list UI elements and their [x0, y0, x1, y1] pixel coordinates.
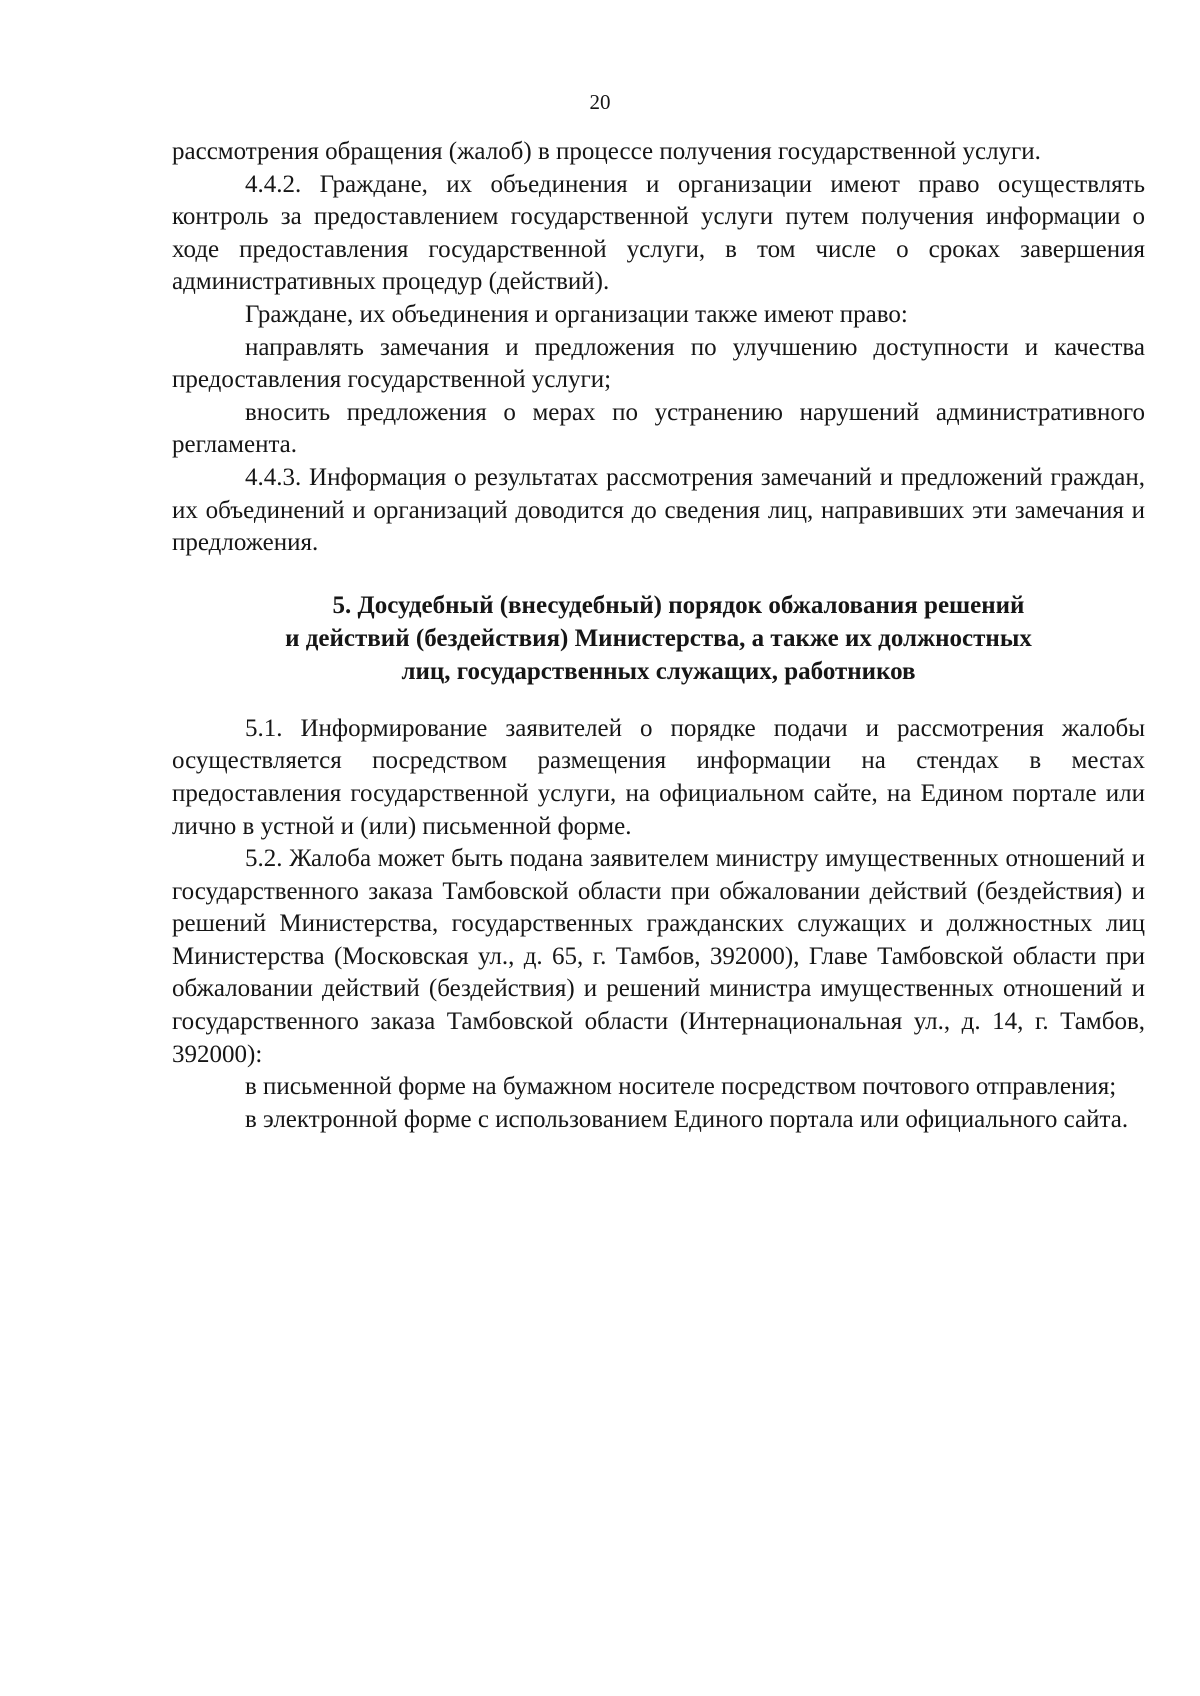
paragraph-rights-item-2: вносить предложения о мерах по устранению нарушений административного регламента.: [172, 398, 1145, 459]
page-number: 20: [589, 90, 611, 114]
paragraph-rights-intro: Граждане, их объединения и организации также имеют право:: [245, 300, 908, 328]
paragraph-5-1: 5.1. Информирование заявителей о порядке подачи и рассмотрения жалобы осуществляется посредством размещения информации на стендах в местах предоставления государственной услуги, на официальном сайте, на Едином портале или лично в устной и (или) письменной форме.: [172, 714, 1145, 840]
section-heading: [172, 589, 1145, 688]
paragraph-rights-item-1: направлять замечания и предложения по улучшению доступности и качества предоставления государственной услуги;: [172, 333, 1145, 394]
section-heading-line-1: 5. Досудебный (внесудебный) порядок обжалования решений: [332, 591, 1025, 619]
section-heading-line-2: и действий (бездействия) Министерства, а также их должностных: [285, 624, 1032, 652]
section-heading-line-3: лиц, государственных служащих, работников: [401, 657, 916, 685]
paragraph-5-2: 5.2. Жалоба может быть подана заявителем министру имущественных отношений и государственного заказа Тамбовской области при обжаловании действий (бездействия) и решений Министерства, государственных гражданских служащих и должностных лиц Министерства (Московская ул., д. 65, г. Тамбов, 392000), Главе Тамбовской области при обжаловании действий (бездействия) и решений министра имущественных отношений и государственного заказа Тамбовской области (Интернациональная ул., д. 14, г. Тамбов, 392000):: [172, 845, 1145, 1068]
paragraph-submission-electronic: в электронной форме с использованием Единого портала или официального сайта.: [245, 1105, 1129, 1133]
document-body: [172, 136, 1145, 1136]
paragraph-4-4-2: 4.4.2. Граждане, их объединения и организации имеют право осуществлять контроль за предоставлением государственной услуги путем получения информации о ходе предоставления государственной услуги, в том числе о сроках завершения административных процедур (действий).: [172, 170, 1145, 296]
paragraph-continuation: рассмотрения обращения (жалоб) в процессе получения государственной услуги.: [172, 138, 1041, 165]
paragraph-4-4-3: 4.4.3. Информация о результатах рассмотрения замечаний и предложений граждан, их объединений и организаций доводится до сведения лиц, направивших эти замечания и предложения.: [172, 463, 1145, 557]
paragraph-submission-paper: в письменной форме на бумажном носителе посредством почтового отправления;: [245, 1073, 1117, 1101]
